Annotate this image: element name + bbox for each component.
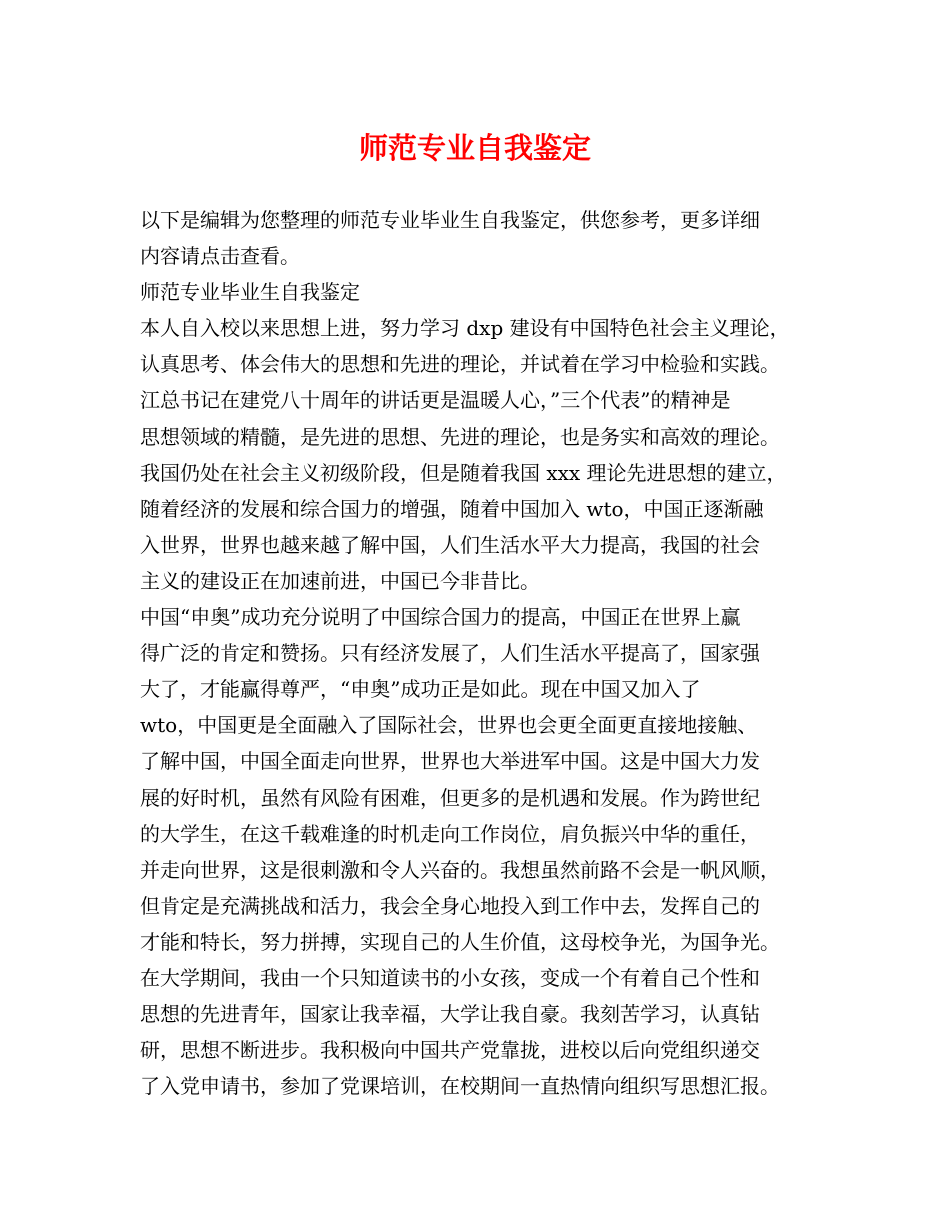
text-line: 展的好时机，虽然有风险有困难，但更多的是机遇和发展。作为跨世纪 [140, 785, 760, 810]
text-line: 但肯定是充满挑战和活力，我会全身心地投入到工作中去，发挥自己的 [140, 893, 760, 918]
text-line: 大了，才能赢得尊严，“申奥”成功正是如此。现在中国又加入了 [140, 677, 701, 702]
text-line: 认真思考、体会伟大的思想和先进的理论，并试着在学习中检验和实践。 [140, 352, 780, 377]
text-line: 了入党申请书，参加了党课培训，在校期间一直热情向组织写思想汇报。 [140, 1074, 780, 1099]
text-line: 得广泛的肯定和赞扬。只有经济发展了，人们生活水平提高了，国家强 [140, 641, 760, 666]
text-line: 江总书记在建党八十周年的讲话更是温暖人心，”三个代表”的精神是 [140, 388, 731, 413]
text-line: 并走向世界，这是很刺激和令人兴奋的。我想虽然前路不会是一帆风顺， [140, 857, 780, 882]
text-line: 本人自入校以来思想上进，努力学习 dxp 建设有中国特色社会主义理论， [140, 316, 790, 341]
text-line: 才能和特长，努力拼搏，实现自己的人生价值，这母校争光，为国争光。 [140, 929, 780, 954]
text-line: 的大学生，在这千载难逢的时机走向工作岗位，肩负振兴中华的重任， [140, 821, 760, 846]
text-line: 以下是编辑为您整理的师范专业毕业生自我鉴定，供您参考，更多详细 [140, 208, 760, 232]
text-line: 师范专业毕业生自我鉴定 [140, 280, 360, 305]
document-title: 师范专业自我鉴定 [358, 131, 591, 165]
text-line: 我国仍处在社会主义初级阶段，但是随着我国 xxx 理论先进思想的建立， [140, 460, 787, 485]
text-line: 研，思想不断进步。我积极向中国共产党靠拢，进校以后向党组织递交 [140, 1038, 760, 1063]
text-line: 随着经济的发展和综合国力的增强，随着中国加入 wto，中国正逐渐融 [140, 496, 764, 521]
text-line: 主义的建设正在加速前进，中国已今非昔比。 [140, 568, 540, 593]
text-line: 入世界，世界也越来越了解中国，人们生活水平大力提高，我国的社会 [140, 532, 760, 557]
text-line: 了解中国，中国全面走向世界，世界也大举进军中国。这是中国大力发 [140, 749, 760, 774]
text-line: 内容请点击查看。 [140, 244, 300, 269]
text-line: 在大学期间，我由一个只知道读书的小女孩，变成一个有着自己个性和 [140, 965, 760, 990]
text-line: 中国“申奥”成功充分说明了中国综合国力的提高，中国正在世界上赢 [140, 605, 741, 630]
text-line: 思想领域的精髓，是先进的思想、先进的理论，也是务实和高效的理论。 [140, 424, 780, 449]
document-body [140, 202, 840, 1104]
text-line: wto，中国更是全面融入了国际社会，世界也会更全面更直接地接触、 [140, 713, 758, 738]
text-line: 思想的先进青年，国家让我幸福，大学让我自豪。我刻苦学习，认真钻 [140, 1002, 760, 1027]
